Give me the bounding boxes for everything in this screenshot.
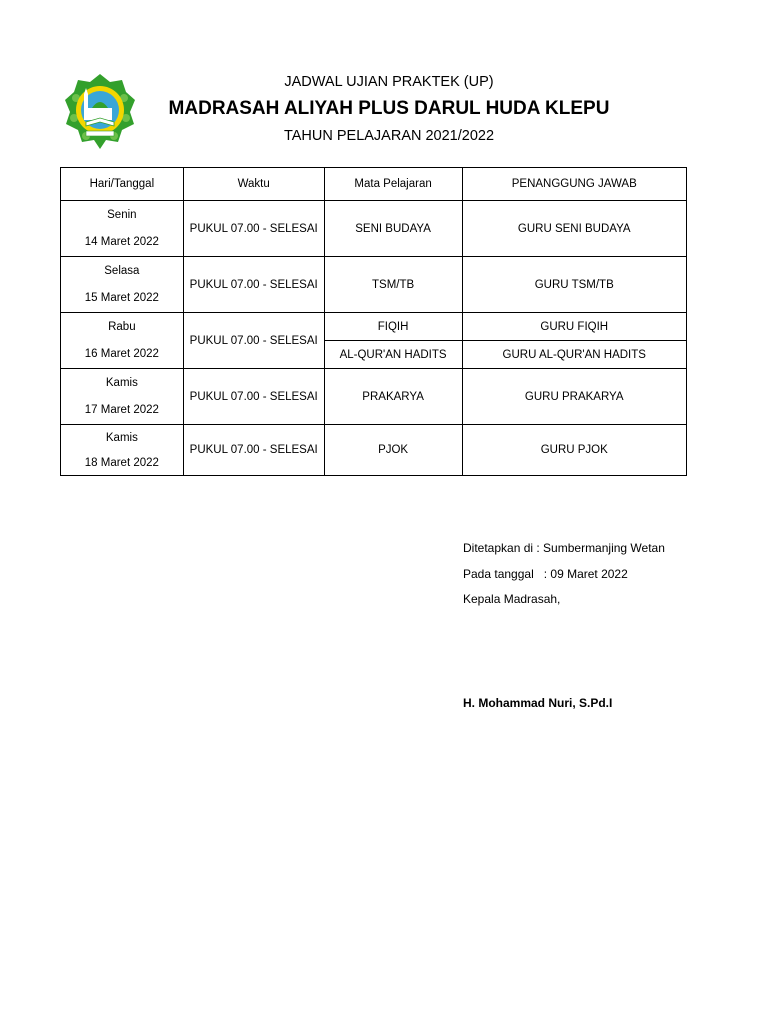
date-label: 17 Maret 2022 xyxy=(84,404,159,416)
document-title: JADWAL UJIAN PRAKTEK (UP) xyxy=(284,74,494,90)
day-date-cell xyxy=(61,425,184,476)
signature-date: Pada tanggal : 09 Maret 2022 xyxy=(463,567,628,581)
header-subject: Mata Pelajaran xyxy=(324,168,462,201)
table-row xyxy=(61,425,687,476)
academic-year: TAHUN PELAJARAN 2021/2022 xyxy=(283,128,495,144)
table-header-row xyxy=(61,168,687,201)
day-label: Kamis xyxy=(105,377,138,389)
date-label: 14 Maret 2022 xyxy=(84,236,159,248)
time-cell: PUKUL 07.00 - SELESAI xyxy=(183,257,324,313)
signature-place: Ditetapkan di : Sumbermanjing Wetan xyxy=(463,541,665,555)
day-date-cell xyxy=(61,201,184,257)
header-day-date: Hari/Tanggal xyxy=(61,168,184,201)
time-cell: PUKUL 07.00 - SELESAI xyxy=(183,201,324,257)
school-name: MADRASAH ALIYAH PLUS DARUL HUDA KLEPU xyxy=(168,98,610,119)
header-time: Waktu xyxy=(183,168,324,201)
subject-cell: AL-QUR'AN HADITS xyxy=(324,341,462,369)
subject-cell: TSM/TB xyxy=(324,257,462,313)
date-label: 18 Maret 2022 xyxy=(84,456,159,469)
exam-schedule-table xyxy=(60,167,687,476)
subject-cell: PRAKARYA xyxy=(324,369,462,425)
teacher-cell: GURU FIQIH xyxy=(462,313,687,341)
table-row xyxy=(61,201,687,257)
subject-cell: SENI BUDAYA xyxy=(324,201,462,257)
teacher-cell: GURU TSM/TB xyxy=(462,257,687,313)
time-cell: PUKUL 07.00 - SELESAI xyxy=(183,425,324,476)
signatory-name: H. Mohammad Nuri, S.Pd.I xyxy=(463,696,613,710)
day-date-cell xyxy=(61,313,184,369)
header-responsible: PENANGGUNG JAWAB xyxy=(462,168,687,201)
day-date-cell xyxy=(61,369,184,425)
date-label: 16 Maret 2022 xyxy=(84,348,159,360)
day-label: Kamis xyxy=(105,431,138,444)
day-label: Rabu xyxy=(108,321,136,333)
table-row xyxy=(61,369,687,425)
subject-cell: PJOK xyxy=(324,425,462,476)
date-label: 15 Maret 2022 xyxy=(84,292,159,304)
day-label: Selasa xyxy=(104,265,140,277)
time-cell: PUKUL 07.00 - SELESAI xyxy=(183,369,324,425)
teacher-cell: GURU AL-QUR'AN HADITS xyxy=(462,341,687,369)
teacher-cell: GURU SENI BUDAYA xyxy=(462,201,687,257)
teacher-cell: GURU PJOK xyxy=(462,425,687,476)
time-cell: PUKUL 07.00 - SELESAI xyxy=(183,313,324,369)
day-date-cell xyxy=(61,257,184,313)
signature-position: Kepala Madrasah, xyxy=(463,592,561,606)
table-row xyxy=(61,257,687,313)
teacher-cell: GURU PRAKARYA xyxy=(462,369,687,425)
table-row xyxy=(61,313,687,341)
day-label: Senin xyxy=(107,209,137,221)
subject-cell: FIQIH xyxy=(324,313,462,341)
